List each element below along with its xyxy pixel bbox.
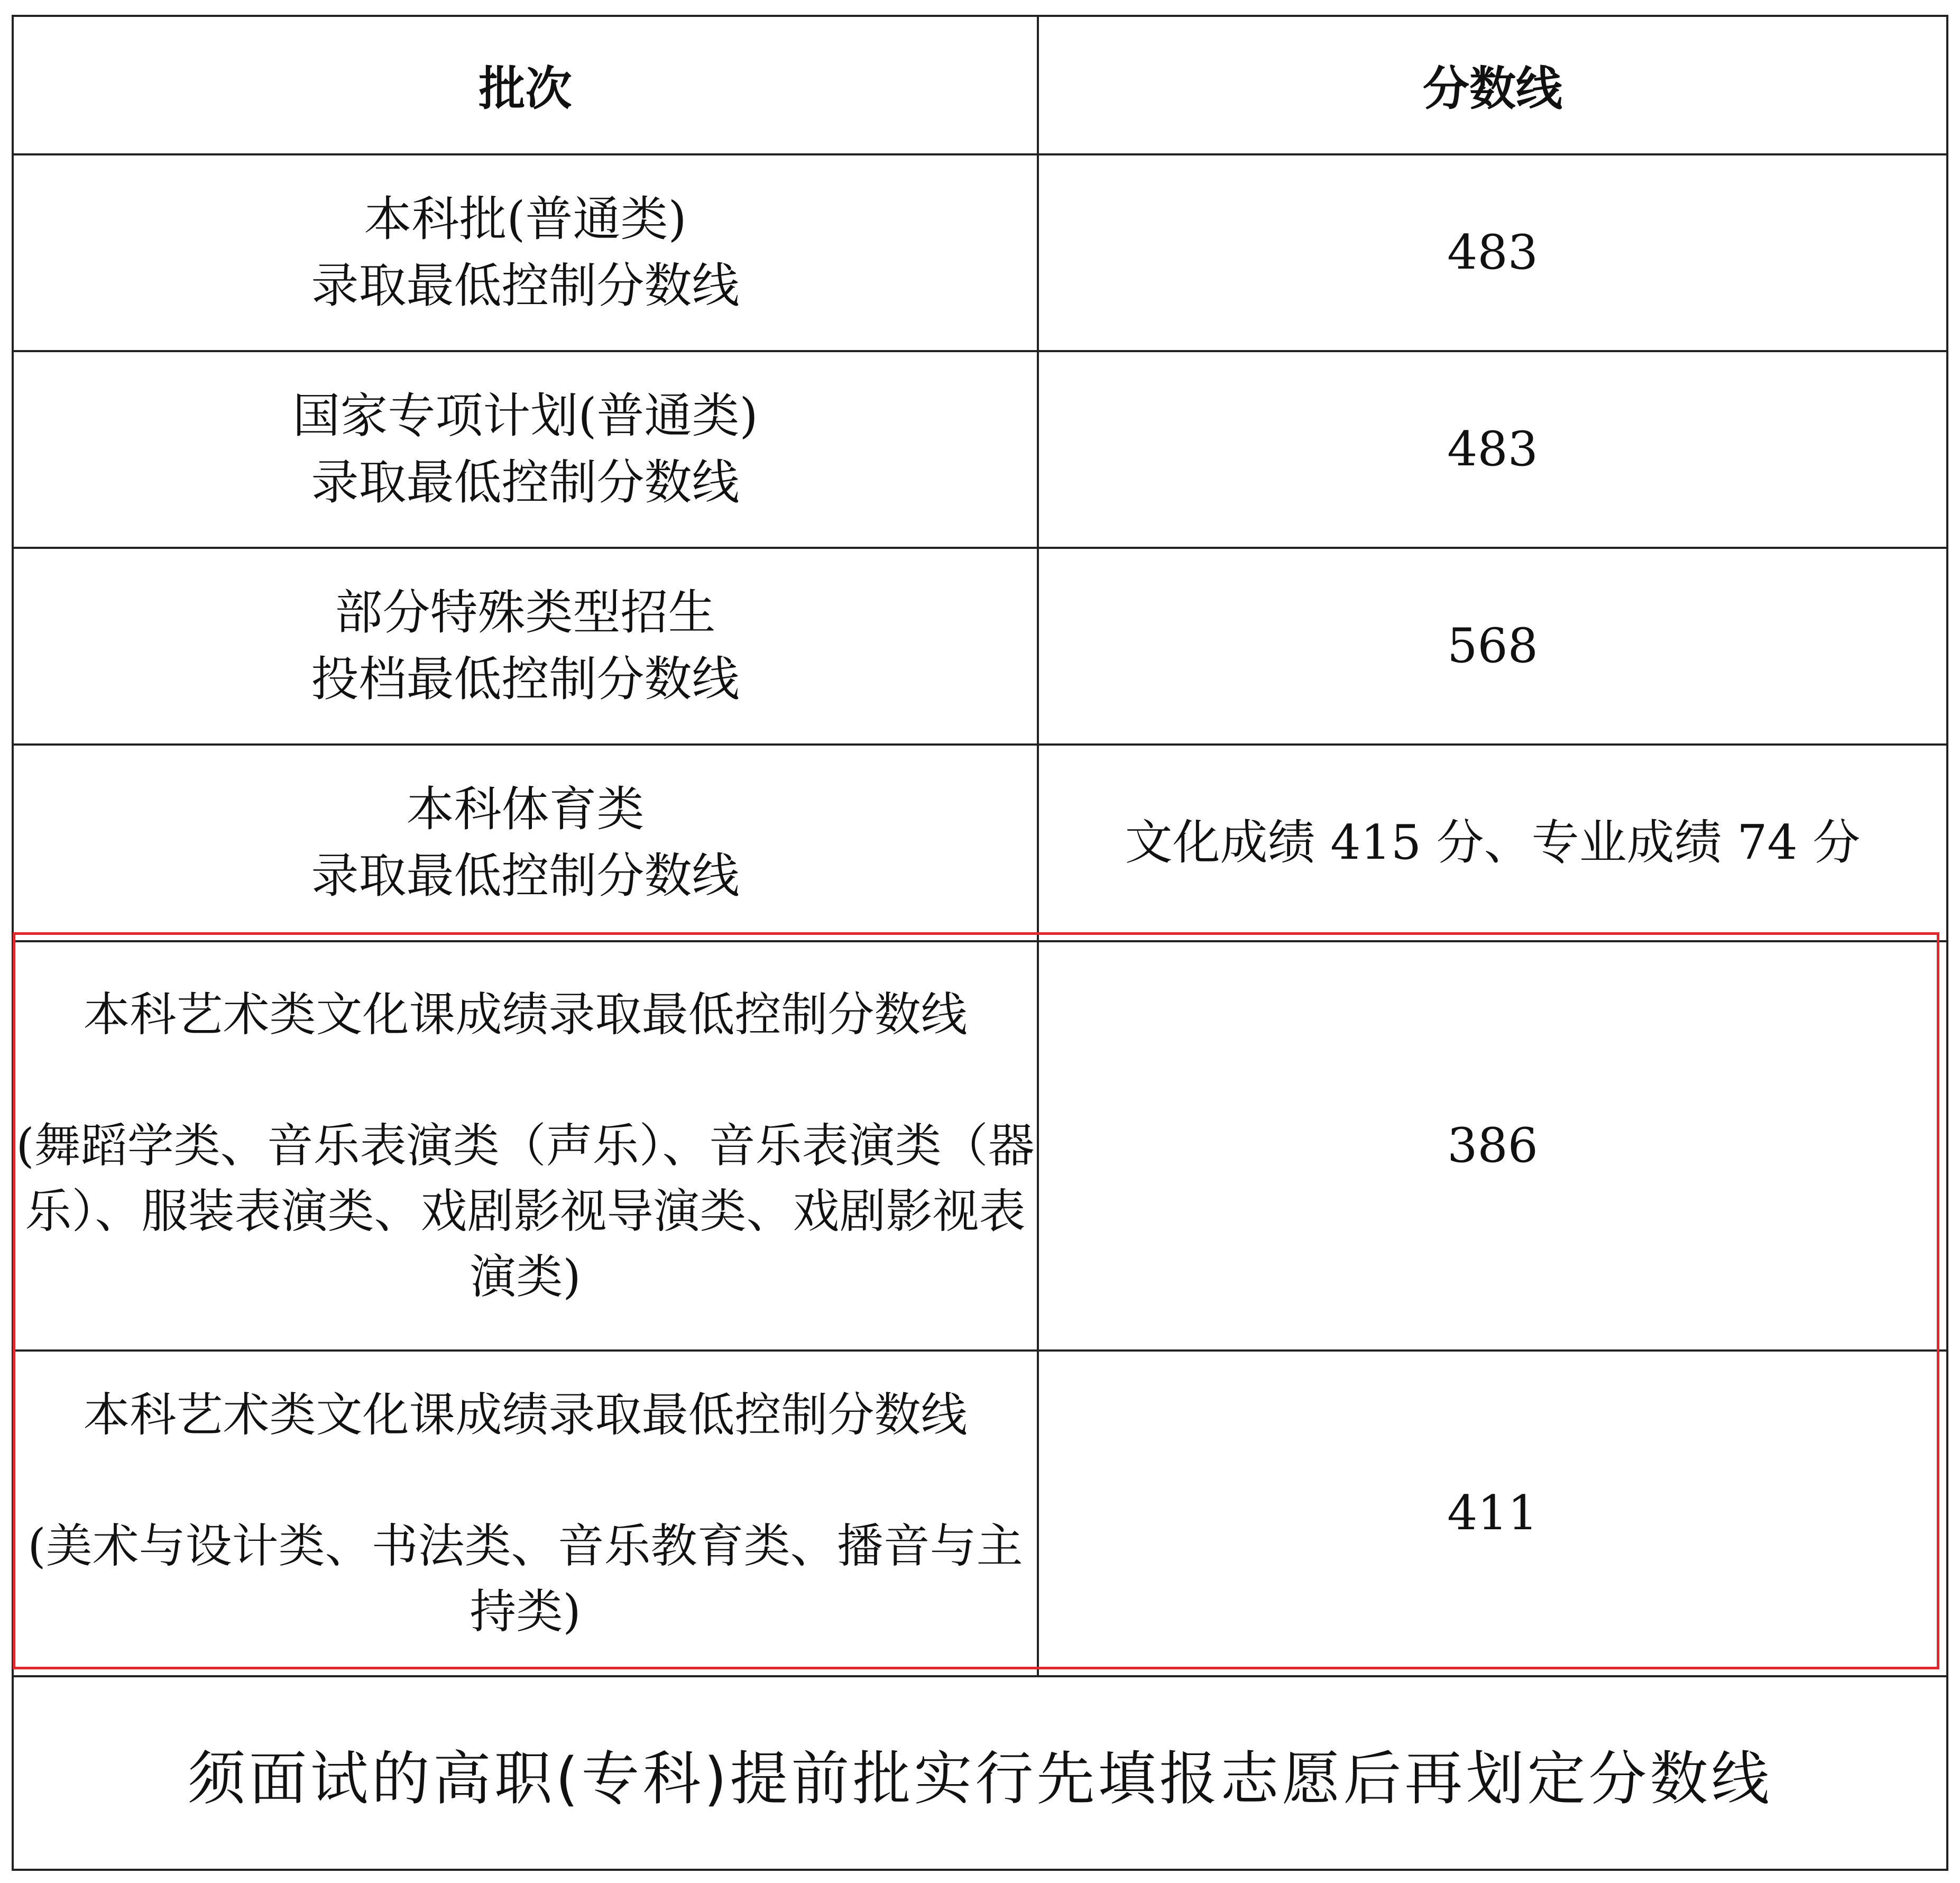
art-batch-title: 本科艺术类文化课成绩录取最低控制分数线 xyxy=(83,1388,968,1442)
score-cell: 386 xyxy=(1038,941,1946,1351)
batch-cell xyxy=(14,548,1038,745)
table-row xyxy=(14,745,1946,941)
table-row-art xyxy=(14,1351,1946,1676)
batch-cell-art xyxy=(14,1351,1038,1676)
batch-cell-art xyxy=(14,941,1038,1351)
score-cell: 568 xyxy=(1038,548,1946,745)
art-batch-title: 本科艺术类文化课成绩录取最低控制分数线 xyxy=(83,987,968,1042)
footer-note: 须面试的高职(专科)提前批实行先填报志愿后再划定分数线 xyxy=(187,1745,1773,1813)
batch-line: 本科体育类 xyxy=(406,782,645,837)
batch-line: 本科批(普通类) xyxy=(364,191,687,247)
batch-cell xyxy=(14,154,1038,351)
art-spacer xyxy=(14,1448,1037,1513)
score-cell: 411 xyxy=(1038,1351,1946,1676)
score-cell: 483 xyxy=(1038,351,1946,548)
batch-line: 录取最低控制分数线 xyxy=(311,848,740,904)
batch-line: 国家专项计划(普通类) xyxy=(292,388,758,444)
header-score: 分数线 xyxy=(1038,17,1946,154)
art-spacer xyxy=(14,1048,1037,1113)
batch-line: 投档最低控制分数线 xyxy=(311,651,740,707)
score-table xyxy=(14,17,1946,1677)
batch-cell xyxy=(14,351,1038,548)
score-cell: 483 xyxy=(1038,154,1946,351)
batch-line: 部分特殊类型招生 xyxy=(335,585,716,640)
table-row xyxy=(14,154,1946,351)
score-cell: 文化成绩 415 分、专业成绩 74 分 xyxy=(1038,745,1946,941)
header-batch: 批次 xyxy=(14,17,1038,154)
batch-line: 录取最低控制分数线 xyxy=(311,258,740,314)
art-batch-note: (美术与设计类、书法类、音乐教育类、播音与主持类) xyxy=(27,1519,1023,1639)
art-batch-note: (舞蹈学类、音乐表演类（声乐）、音乐表演类（器乐）、服装表演类、戏剧影视导演类、戏剧影视表演类) xyxy=(16,1118,1035,1304)
batch-cell xyxy=(14,745,1038,941)
table-header-row xyxy=(14,17,1946,154)
table-row xyxy=(14,351,1946,548)
table-row xyxy=(14,548,1946,745)
table-row-art xyxy=(14,941,1946,1351)
score-sheet xyxy=(12,15,1948,1871)
batch-line: 录取最低控制分数线 xyxy=(311,455,740,510)
